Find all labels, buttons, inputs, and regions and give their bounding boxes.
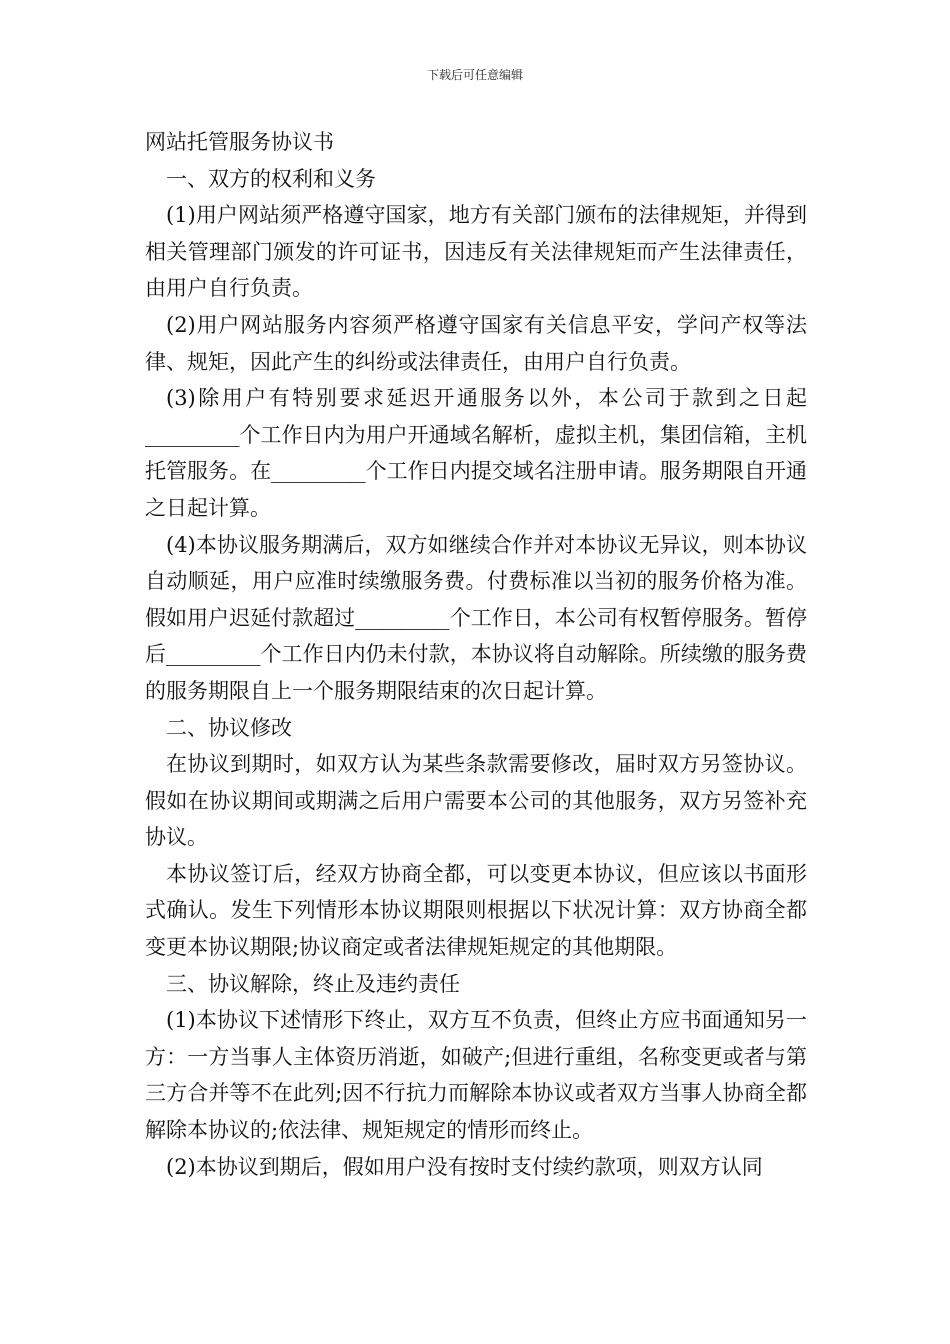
section-heading-rights-obligations: 一、双方的权利和义务: [166, 166, 376, 191]
page-header-note: 下载后可任意编辑: [426, 68, 523, 82]
clause-3-1: (1)本协议下述情形下终止，双方互不负责，但终止方应书面通知另一方：一方当事人主体资历消逝，如破产;但进行重组，名称变更或者与第三方合并等不在此列;因不行抗力而解除本协议或者双方当事人协商全都解除本协议的;依法律、规矩规定的情形而终止。: [145, 1008, 807, 1143]
document-body: [145, 124, 807, 1185]
clause-1-4: (4)本协议服务期满后，双方如继续合作并对本协议无异议，则本协议自动顺延，用户应准时续缴服务费。付费标准以当初的服务价格为准。假如用户迟延付款超过_________个工作日，本公司有权暂停服务。暂停后_________个工作日内仍未付款，本协议将自动解除。所续缴的服务费的服务期限自上一个服务期限结束的次日起计算。: [145, 532, 807, 703]
amendment-paragraph-1: 在协议到期时，如双方认为某些条款需要修改，届时双方另签协议。假如在协议期间或期满之后用户需要本公司的其他服务，双方另签补充协议。: [145, 752, 807, 850]
clause-3-2: (2)本协议到期后，假如用户没有按时支付续约款项，则双方认同: [166, 1154, 763, 1179]
document-title: 网站托管服务协议书: [145, 130, 334, 154]
clause-1-2: (2)用户网站服务内容须严格遵守国家有关信息平安，学问产权等法律、规矩，因此产生的纠纷或法律责任，由用户自行负责。: [145, 312, 807, 374]
clause-1-3: (3)除用户有特别要求延迟开通服务以外，本公司于款到之日起_________个工作日内为用户开通域名解析，虚拟主机，集团信箱，主机托管服务。在_________个工作日内提交域名注册申请。服务期限自开通之日起计算。: [145, 386, 807, 520]
amendment-paragraph-2: 本协议签订后，经双方协商全都，可以变更本协议，但应该以书面形式确认。发生下列情形本协议期限则根据以下状况计算：双方协商全都变更本协议期限;协议商定或者法律规矩规定的其他期限。: [145, 861, 807, 960]
section-heading-termination: 三、协议解除，终止及违约责任: [166, 971, 460, 996]
clause-1-1: (1)用户网站须严格遵守国家，地方有关部门颁布的法律规矩，并得到相关管理部门颁发的许可证书，因违反有关法律规矩而产生法律责任，由用户自行负责。: [145, 203, 807, 301]
section-heading-amendment: 二、协议修改: [166, 715, 292, 740]
